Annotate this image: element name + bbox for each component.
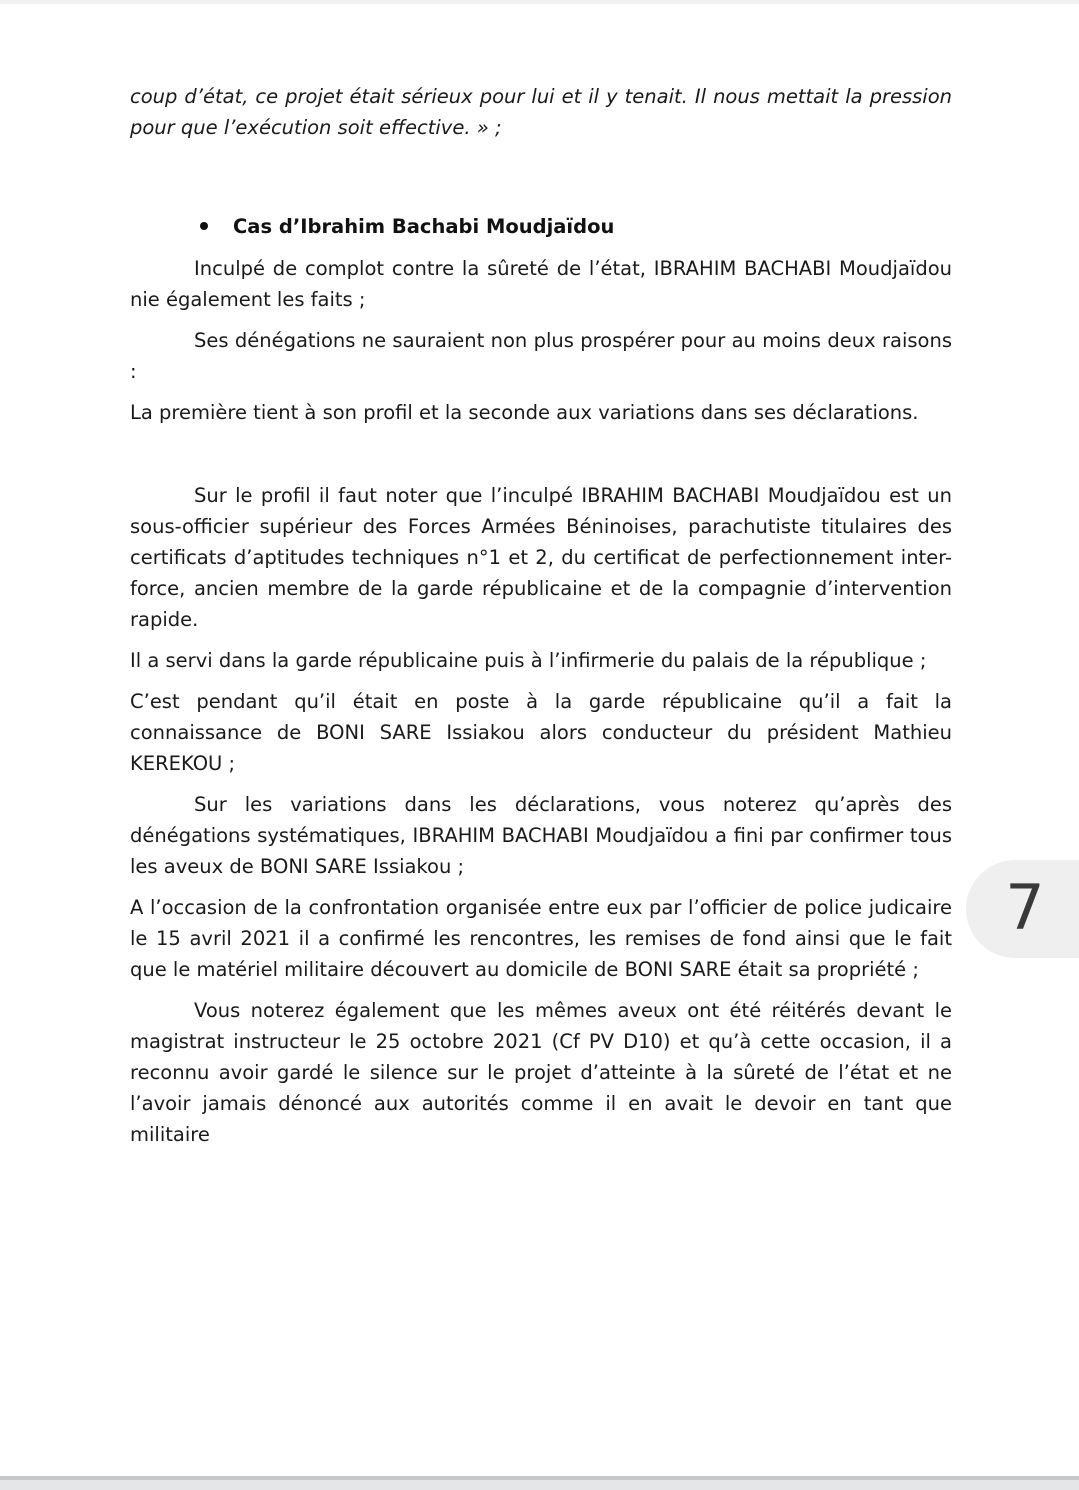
paragraph-reasons: Ses dénégations ne sauraient non plus prospérer pour au moins deux raisons :	[130, 329, 952, 383]
page-top-edge	[0, 0, 1079, 4]
page-number: 7	[1005, 871, 1045, 944]
paragraph-magistrate: Vous noterez également que les mêmes aveux ont été réitérés devant le magistrat instructeur le 25 octobre 2021 (Cf PV D10) et qu’à cette occasion, il a reconnu avoir gardé le silence sur le projet d’atteinte à la sûreté de l’état et ne l’avoir jamais dénoncé aux autorités comme il en avait le devoir en tant que militaire	[130, 999, 952, 1146]
paragraph-service: Il a servi dans la garde républicaine puis à l’infirmerie du palais de la république ;	[130, 649, 927, 672]
page-bottom-divider	[0, 1476, 1079, 1480]
paragraph-charge: Inculpé de complot contre la sûreté de l’état, IBRAHIM BACHABI Moudjaïdou nie également les faits ;	[130, 257, 952, 311]
paragraph-first-second: La première tient à son profil et la seconde aux variations dans ses déclarations.	[130, 401, 919, 424]
denial-block	[130, 253, 952, 438]
intro-block	[130, 81, 952, 153]
profile-block	[130, 480, 952, 1160]
paragraph-confrontation: A l’occasion de la confrontation organisée entre eux par l’officier de police judicaire le 15 avril 2021 il a confirmé les rencontres, les remises de fond ainsi que le fait que le matériel militaire découvert au domicile de BONI SARE était sa propriété ;	[130, 896, 952, 981]
paragraph-profile: Sur le profil il faut noter que l’inculpé IBRAHIM BACHABI Moudjaïdou est un sous-officier supérieur des Forces Armées Béninoises, parachutiste titulaires des certificats d’aptitudes techniques n°1 et 2, du certificat de perfectionnement inter-force, ancien membre de la garde républicaine et de la compagnie d’intervention rapide.	[130, 484, 952, 631]
bullet-icon	[200, 222, 208, 230]
paragraph-acquaintance: C’est pendant qu’il était en poste à la garde républicaine qu’il a fait la connaissance de BONI SARE Issiakou alors conducteur du président Mathieu KEREKOU ;	[130, 690, 952, 775]
intro-paragraph: coup d’état, ce projet était sérieux pour lui et il y tenait. Il nous mettait la pression pour que l’exécution soit effective. » ;	[130, 85, 952, 139]
section-heading-text: Cas d’Ibrahim Bachabi Moudjaïdou	[233, 215, 615, 238]
section-heading	[200, 211, 614, 242]
paragraph-variations: Sur les variations dans les déclarations, vous noterez qu’après des dénégations systématiques, IBRAHIM BACHABI Moudjaïdou a fini par confirmer tous les aveux de BONI SARE Issiakou ;	[130, 793, 952, 878]
